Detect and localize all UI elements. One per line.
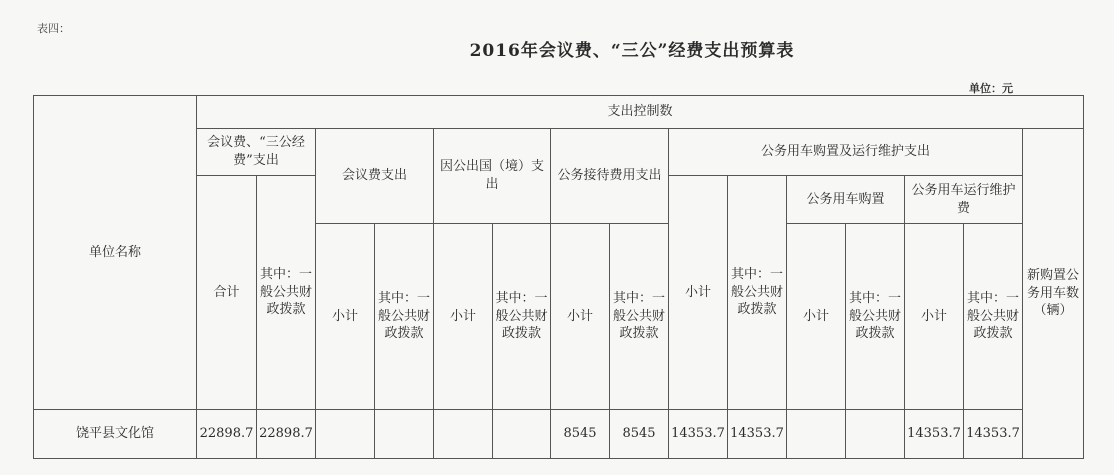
- header-vehicle-public: 其中：一般公共财政拨款: [728, 176, 787, 410]
- cell-operation-public: 14353.7: [964, 410, 1023, 459]
- header-total-group: 会议费、“三公经费”支出: [197, 129, 316, 176]
- page-title: 2016年会议费、“三公”经费支出预算表: [469, 41, 795, 61]
- header-meeting-subtotal: 小计: [316, 224, 375, 410]
- header-total-sum: 合计: [197, 176, 257, 410]
- cell-unit-name: 饶平县文化馆: [34, 410, 197, 459]
- header-total-public: 其中：一般公共财政拨款: [257, 176, 316, 410]
- header-reception-group: 公务接待费用支出: [551, 129, 669, 224]
- header-meeting-group: 会议费支出: [316, 129, 434, 224]
- header-control: 支出控制数: [197, 96, 1084, 129]
- header-operation-subtotal: 小计: [905, 224, 964, 410]
- header-vehicle-group: 公务用车购置及运行维护支出: [669, 129, 1023, 176]
- header-vehicle-subtotal: 小计: [669, 176, 728, 410]
- header-reception-public: 其中：一般公共财政拨款: [610, 224, 669, 410]
- budget-table: [33, 95, 1084, 459]
- cell-vehicle-subtotal: 14353.7: [669, 410, 728, 459]
- cell-total-sum: 22898.7: [197, 410, 257, 459]
- header-operation-public: 其中：一般公共财政拨款: [964, 224, 1023, 410]
- header-vehicle-operation: 公务用车运行维护费: [905, 176, 1023, 224]
- cell-reception-subtotal: 8545: [551, 410, 610, 459]
- cell-reception-public: 8545: [610, 410, 669, 459]
- header-purchase-subtotal: 小计: [787, 224, 846, 410]
- cell-operation-subtotal: 14353.7: [905, 410, 964, 459]
- cell-meeting-subtotal: [316, 410, 375, 459]
- unit-label: 单位：元: [969, 82, 1013, 95]
- cell-purchase-subtotal: [787, 410, 846, 459]
- cell-abroad-subtotal: [434, 410, 493, 459]
- cell-meeting-public: [375, 410, 434, 459]
- header-reception-subtotal: 小计: [551, 224, 610, 410]
- cell-abroad-public: [493, 410, 551, 459]
- header-abroad-public: 其中：一般公共财政拨款: [493, 224, 551, 410]
- header-purchase-public: 其中：一般公共财政拨款: [846, 224, 905, 410]
- header-unit-name: 单位名称: [34, 96, 197, 410]
- header-vehicle-purchase: 公务用车购置: [787, 176, 905, 224]
- cell-purchase-public: [846, 410, 905, 459]
- cell-vehicle-public: 14353.7: [728, 410, 787, 459]
- header-meeting-public: 其中：一般公共财政拨款: [375, 224, 434, 410]
- header-new-vehicles: 新购置公务用车数（辆）: [1023, 129, 1084, 459]
- cell-total-public: 22898.7: [257, 410, 316, 459]
- table-row: [34, 410, 1084, 459]
- header-abroad-group: 因公出国（境）支出: [434, 129, 551, 224]
- table-number-note: 表四：: [37, 22, 70, 35]
- header-abroad-subtotal: 小计: [434, 224, 493, 410]
